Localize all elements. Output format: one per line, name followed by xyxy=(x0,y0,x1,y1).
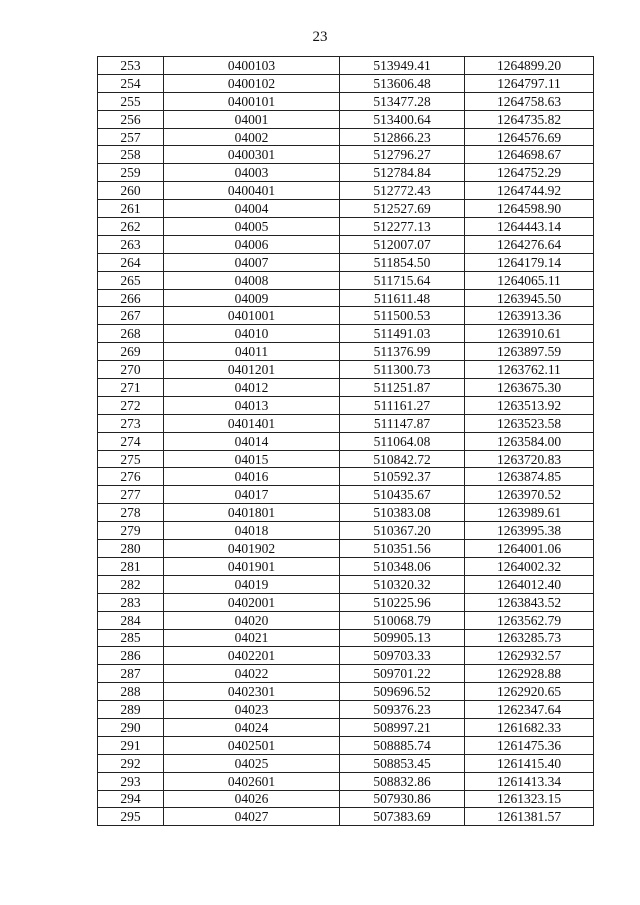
point-id-cell: 04020 xyxy=(164,611,340,629)
x-coordinate-cell: 510320.32 xyxy=(340,575,465,593)
table-row xyxy=(98,772,594,790)
row-number-cell: 269 xyxy=(98,343,164,361)
x-coordinate-cell: 511161.27 xyxy=(340,396,465,414)
table-row xyxy=(98,414,594,432)
point-id-cell: 04023 xyxy=(164,701,340,719)
point-id-cell: 04010 xyxy=(164,325,340,343)
y-coordinate-cell: 1264001.06 xyxy=(465,540,594,558)
table-row xyxy=(98,575,594,593)
point-id-cell: 04026 xyxy=(164,790,340,808)
row-number-cell: 289 xyxy=(98,701,164,719)
row-number-cell: 274 xyxy=(98,432,164,450)
row-number-cell: 281 xyxy=(98,557,164,575)
point-id-cell: 04014 xyxy=(164,432,340,450)
x-coordinate-cell: 510383.08 xyxy=(340,504,465,522)
point-id-cell: 0401401 xyxy=(164,414,340,432)
y-coordinate-cell: 1264744.92 xyxy=(465,182,594,200)
x-coordinate-cell: 510367.20 xyxy=(340,522,465,540)
point-id-cell: 0400301 xyxy=(164,146,340,164)
table-row xyxy=(98,593,594,611)
point-id-cell: 04015 xyxy=(164,450,340,468)
x-coordinate-cell: 513477.28 xyxy=(340,92,465,110)
y-coordinate-cell: 1262347.64 xyxy=(465,701,594,719)
row-number-cell: 276 xyxy=(98,468,164,486)
table-row xyxy=(98,289,594,307)
table-row xyxy=(98,325,594,343)
row-number-cell: 268 xyxy=(98,325,164,343)
y-coordinate-cell: 1263843.52 xyxy=(465,593,594,611)
row-number-cell: 273 xyxy=(98,414,164,432)
x-coordinate-cell: 512277.13 xyxy=(340,218,465,236)
y-coordinate-cell: 1263989.61 xyxy=(465,504,594,522)
table-row xyxy=(98,683,594,701)
row-number-cell: 290 xyxy=(98,718,164,736)
table-row xyxy=(98,218,594,236)
row-number-cell: 267 xyxy=(98,307,164,325)
x-coordinate-cell: 511251.87 xyxy=(340,379,465,397)
row-number-cell: 291 xyxy=(98,736,164,754)
point-id-cell: 0400103 xyxy=(164,57,340,75)
point-id-cell: 04001 xyxy=(164,110,340,128)
x-coordinate-cell: 509703.33 xyxy=(340,647,465,665)
x-coordinate-cell: 509905.13 xyxy=(340,629,465,647)
y-coordinate-cell: 1263897.59 xyxy=(465,343,594,361)
point-id-cell: 04016 xyxy=(164,468,340,486)
row-number-cell: 285 xyxy=(98,629,164,647)
table-row xyxy=(98,164,594,182)
x-coordinate-cell: 511300.73 xyxy=(340,361,465,379)
x-coordinate-cell: 513400.64 xyxy=(340,110,465,128)
row-number-cell: 295 xyxy=(98,808,164,826)
row-number-cell: 261 xyxy=(98,200,164,218)
point-id-cell: 04018 xyxy=(164,522,340,540)
y-coordinate-cell: 1264797.11 xyxy=(465,74,594,92)
x-coordinate-cell: 510435.67 xyxy=(340,486,465,504)
row-number-cell: 271 xyxy=(98,379,164,397)
x-coordinate-cell: 512007.07 xyxy=(340,235,465,253)
y-coordinate-cell: 1264276.64 xyxy=(465,235,594,253)
table-row xyxy=(98,522,594,540)
x-coordinate-cell: 510068.79 xyxy=(340,611,465,629)
y-coordinate-cell: 1263910.61 xyxy=(465,325,594,343)
x-coordinate-cell: 513949.41 xyxy=(340,57,465,75)
point-id-cell: 0402601 xyxy=(164,772,340,790)
table-row xyxy=(98,57,594,75)
point-id-cell: 04021 xyxy=(164,629,340,647)
point-id-cell: 0401901 xyxy=(164,557,340,575)
table-row xyxy=(98,396,594,414)
y-coordinate-cell: 1262920.65 xyxy=(465,683,594,701)
y-coordinate-cell: 1263945.50 xyxy=(465,289,594,307)
point-id-cell: 0402501 xyxy=(164,736,340,754)
y-coordinate-cell: 1263584.00 xyxy=(465,432,594,450)
point-id-cell: 0400102 xyxy=(164,74,340,92)
row-number-cell: 270 xyxy=(98,361,164,379)
x-coordinate-cell: 511611.48 xyxy=(340,289,465,307)
point-id-cell: 04012 xyxy=(164,379,340,397)
row-number-cell: 254 xyxy=(98,74,164,92)
point-id-cell: 04013 xyxy=(164,396,340,414)
point-id-cell: 04025 xyxy=(164,754,340,772)
row-number-cell: 286 xyxy=(98,647,164,665)
row-number-cell: 264 xyxy=(98,253,164,271)
y-coordinate-cell: 1264752.29 xyxy=(465,164,594,182)
table-row xyxy=(98,307,594,325)
table-row xyxy=(98,379,594,397)
row-number-cell: 283 xyxy=(98,593,164,611)
row-number-cell: 262 xyxy=(98,218,164,236)
table-row xyxy=(98,790,594,808)
row-number-cell: 288 xyxy=(98,683,164,701)
y-coordinate-cell: 1264012.40 xyxy=(465,575,594,593)
y-coordinate-cell: 1263675.30 xyxy=(465,379,594,397)
y-coordinate-cell: 1262932.57 xyxy=(465,647,594,665)
y-coordinate-cell: 1264179.14 xyxy=(465,253,594,271)
y-coordinate-cell: 1264698.67 xyxy=(465,146,594,164)
x-coordinate-cell: 510348.06 xyxy=(340,557,465,575)
x-coordinate-cell: 511147.87 xyxy=(340,414,465,432)
x-coordinate-cell: 513606.48 xyxy=(340,74,465,92)
table-row xyxy=(98,504,594,522)
x-coordinate-cell: 511376.99 xyxy=(340,343,465,361)
row-number-cell: 294 xyxy=(98,790,164,808)
y-coordinate-cell: 1264758.63 xyxy=(465,92,594,110)
table-row xyxy=(98,736,594,754)
y-coordinate-cell: 1261323.15 xyxy=(465,790,594,808)
x-coordinate-cell: 512866.23 xyxy=(340,128,465,146)
table-row xyxy=(98,468,594,486)
table-row xyxy=(98,74,594,92)
table-row xyxy=(98,92,594,110)
row-number-cell: 293 xyxy=(98,772,164,790)
point-id-cell: 04002 xyxy=(164,128,340,146)
point-id-cell: 04005 xyxy=(164,218,340,236)
point-id-cell: 04017 xyxy=(164,486,340,504)
table-row xyxy=(98,271,594,289)
y-coordinate-cell: 1262928.88 xyxy=(465,665,594,683)
y-coordinate-cell: 1263913.36 xyxy=(465,307,594,325)
row-number-cell: 287 xyxy=(98,665,164,683)
y-coordinate-cell: 1261475.36 xyxy=(465,736,594,754)
row-number-cell: 284 xyxy=(98,611,164,629)
row-number-cell: 266 xyxy=(98,289,164,307)
point-id-cell: 0401001 xyxy=(164,307,340,325)
table-row xyxy=(98,182,594,200)
y-coordinate-cell: 1261381.57 xyxy=(465,808,594,826)
y-coordinate-cell: 1263970.52 xyxy=(465,486,594,504)
x-coordinate-cell: 508853.45 xyxy=(340,754,465,772)
row-number-cell: 278 xyxy=(98,504,164,522)
point-id-cell: 04006 xyxy=(164,235,340,253)
y-coordinate-cell: 1261682.33 xyxy=(465,718,594,736)
table-row xyxy=(98,253,594,271)
page-number: 23 xyxy=(312,29,328,45)
table-row xyxy=(98,235,594,253)
x-coordinate-cell: 510351.56 xyxy=(340,540,465,558)
y-coordinate-cell: 1263995.38 xyxy=(465,522,594,540)
table-row xyxy=(98,450,594,468)
row-number-cell: 257 xyxy=(98,128,164,146)
x-coordinate-cell: 511715.64 xyxy=(340,271,465,289)
x-coordinate-cell: 509376.23 xyxy=(340,701,465,719)
x-coordinate-cell: 508885.74 xyxy=(340,736,465,754)
y-coordinate-cell: 1263285.73 xyxy=(465,629,594,647)
row-number-cell: 263 xyxy=(98,235,164,253)
row-number-cell: 253 xyxy=(98,57,164,75)
table-row xyxy=(98,540,594,558)
table-row xyxy=(98,361,594,379)
y-coordinate-cell: 1263720.83 xyxy=(465,450,594,468)
table-row xyxy=(98,200,594,218)
row-number-cell: 265 xyxy=(98,271,164,289)
table-row xyxy=(98,557,594,575)
point-id-cell: 0402201 xyxy=(164,647,340,665)
y-coordinate-cell: 1264443.14 xyxy=(465,218,594,236)
x-coordinate-cell: 509696.52 xyxy=(340,683,465,701)
point-id-cell: 04024 xyxy=(164,718,340,736)
y-coordinate-cell: 1263562.79 xyxy=(465,611,594,629)
table-row xyxy=(98,808,594,826)
table-row xyxy=(98,647,594,665)
y-coordinate-cell: 1263523.58 xyxy=(465,414,594,432)
x-coordinate-cell: 511491.03 xyxy=(340,325,465,343)
row-number-cell: 292 xyxy=(98,754,164,772)
y-coordinate-cell: 1264735.82 xyxy=(465,110,594,128)
x-coordinate-cell: 511500.53 xyxy=(340,307,465,325)
point-id-cell: 04007 xyxy=(164,253,340,271)
y-coordinate-cell: 1264576.69 xyxy=(465,128,594,146)
row-number-cell: 255 xyxy=(98,92,164,110)
point-id-cell: 0401902 xyxy=(164,540,340,558)
point-id-cell: 0402001 xyxy=(164,593,340,611)
row-number-cell: 256 xyxy=(98,110,164,128)
row-number-cell: 277 xyxy=(98,486,164,504)
y-coordinate-cell: 1261413.34 xyxy=(465,772,594,790)
point-id-cell: 0401201 xyxy=(164,361,340,379)
point-id-cell: 0400101 xyxy=(164,92,340,110)
row-number-cell: 282 xyxy=(98,575,164,593)
coordinates-table-body xyxy=(98,57,594,826)
point-id-cell: 04011 xyxy=(164,343,340,361)
x-coordinate-cell: 512784.84 xyxy=(340,164,465,182)
row-number-cell: 280 xyxy=(98,540,164,558)
point-id-cell: 04003 xyxy=(164,164,340,182)
table-row xyxy=(98,718,594,736)
x-coordinate-cell: 507930.86 xyxy=(340,790,465,808)
y-coordinate-cell: 1264899.20 xyxy=(465,57,594,75)
x-coordinate-cell: 510842.72 xyxy=(340,450,465,468)
table-row xyxy=(98,665,594,683)
row-number-cell: 275 xyxy=(98,450,164,468)
table-row xyxy=(98,611,594,629)
point-id-cell: 0400401 xyxy=(164,182,340,200)
y-coordinate-cell: 1264598.90 xyxy=(465,200,594,218)
x-coordinate-cell: 512796.27 xyxy=(340,146,465,164)
table-row xyxy=(98,146,594,164)
x-coordinate-cell: 511064.08 xyxy=(340,432,465,450)
point-id-cell: 0401801 xyxy=(164,504,340,522)
coordinates-table xyxy=(97,56,594,826)
x-coordinate-cell: 508997.21 xyxy=(340,718,465,736)
y-coordinate-cell: 1264065.11 xyxy=(465,271,594,289)
x-coordinate-cell: 512772.43 xyxy=(340,182,465,200)
point-id-cell: 0402301 xyxy=(164,683,340,701)
row-number-cell: 258 xyxy=(98,146,164,164)
table-row xyxy=(98,128,594,146)
y-coordinate-cell: 1263762.11 xyxy=(465,361,594,379)
row-number-cell: 259 xyxy=(98,164,164,182)
x-coordinate-cell: 508832.86 xyxy=(340,772,465,790)
table-row xyxy=(98,754,594,772)
x-coordinate-cell: 510592.37 xyxy=(340,468,465,486)
x-coordinate-cell: 509701.22 xyxy=(340,665,465,683)
x-coordinate-cell: 512527.69 xyxy=(340,200,465,218)
table-row xyxy=(98,701,594,719)
y-coordinate-cell: 1263874.85 xyxy=(465,468,594,486)
point-id-cell: 04009 xyxy=(164,289,340,307)
point-id-cell: 04004 xyxy=(164,200,340,218)
table-row xyxy=(98,110,594,128)
table-row xyxy=(98,343,594,361)
row-number-cell: 279 xyxy=(98,522,164,540)
point-id-cell: 04022 xyxy=(164,665,340,683)
y-coordinate-cell: 1264002.32 xyxy=(465,557,594,575)
y-coordinate-cell: 1261415.40 xyxy=(465,754,594,772)
y-coordinate-cell: 1263513.92 xyxy=(465,396,594,414)
row-number-cell: 260 xyxy=(98,182,164,200)
table-row xyxy=(98,486,594,504)
x-coordinate-cell: 507383.69 xyxy=(340,808,465,826)
row-number-cell: 272 xyxy=(98,396,164,414)
point-id-cell: 04019 xyxy=(164,575,340,593)
x-coordinate-cell: 511854.50 xyxy=(340,253,465,271)
point-id-cell: 04008 xyxy=(164,271,340,289)
table-row xyxy=(98,629,594,647)
x-coordinate-cell: 510225.96 xyxy=(340,593,465,611)
point-id-cell: 04027 xyxy=(164,808,340,826)
table-row xyxy=(98,432,594,450)
